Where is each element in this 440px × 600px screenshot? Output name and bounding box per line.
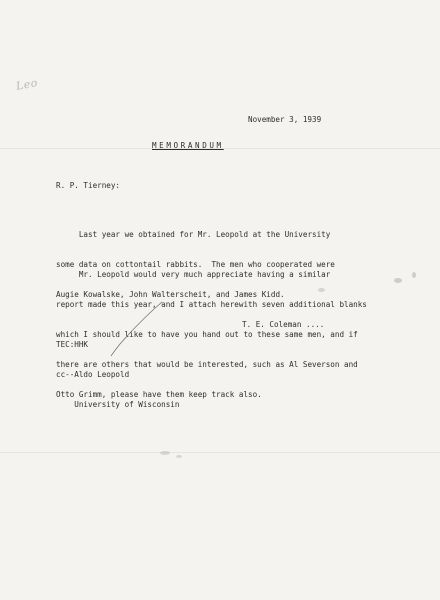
paper-fold-line [0,452,440,453]
paper-smudge [176,455,182,458]
paragraph-line: some data on cottontail rabbits. The men who cooperated were [56,260,335,269]
pen-mark [100,298,180,358]
pencil-annotation: Leo [14,76,39,93]
memo-signature: T. E. Coleman .... [242,320,325,329]
memo-heading: MEMORANDUM [152,141,224,150]
memo-date: November 3, 1939 [248,115,322,124]
reference-initials: TEC:HHK [56,340,89,349]
paragraph-line: which I should like to have you hand out to these same men, and if [56,330,358,339]
paper-smudge [318,288,325,292]
cc-line: cc--Aldo Leopold [56,370,130,379]
paragraph-line: Augie Kowalske, John Walterscheit, and James Kidd. [56,290,285,299]
paragraph-line: there are others that would be interested, such as Al Severson and [56,360,358,369]
cc-affiliation: University of Wisconsin [56,400,180,409]
paragraph-line: Last year we obtained for Mr. Leopold at the University [56,230,331,239]
paper-smudge [160,451,170,455]
paper-smudge [394,278,402,283]
paper-smudge [412,272,416,278]
paragraph-line: Mr. Leopold would very much appreciate having a similar [56,270,331,279]
memo-salutation: R. P. Tierney: [56,181,121,190]
paragraph-line: Otto Grimm, please have them keep track also. [56,390,262,399]
paragraph-line: report made this year, and I attach herewith seven additional blanks [56,300,367,309]
